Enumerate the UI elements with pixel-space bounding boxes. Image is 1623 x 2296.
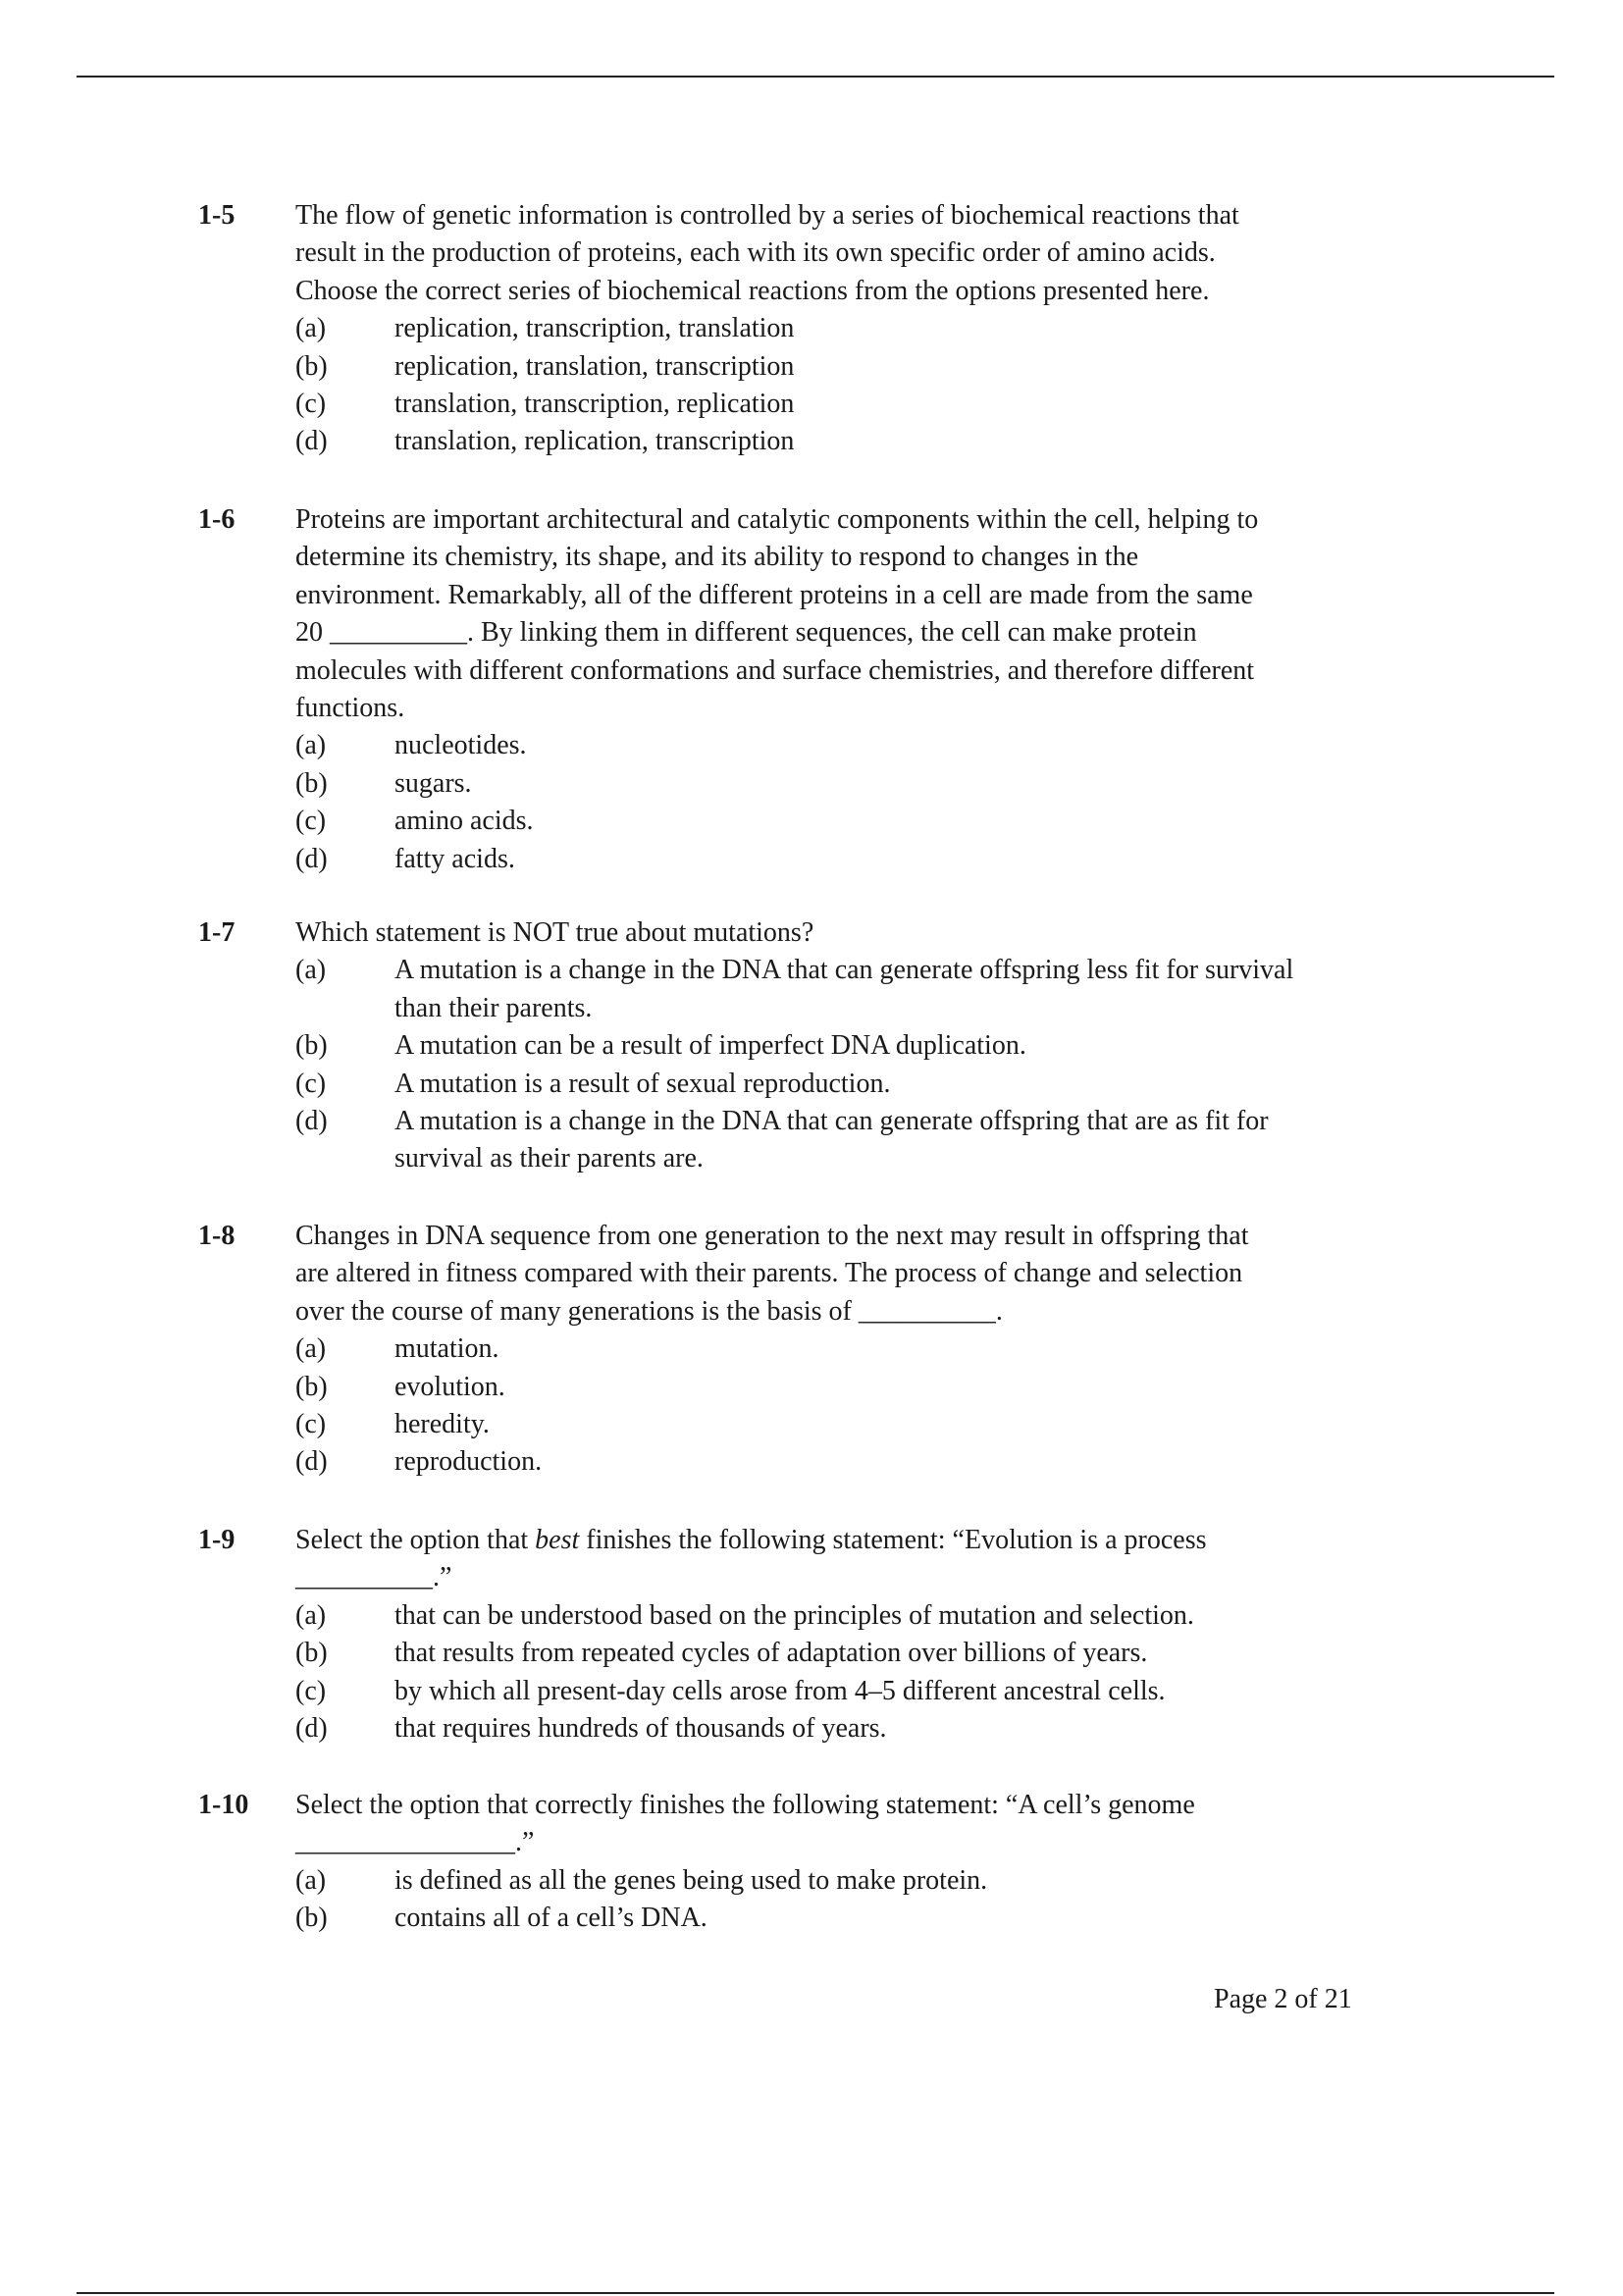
- question-stem-line: [295, 1522, 1207, 1559]
- option-label: (d): [295, 843, 328, 874]
- option-label: (b): [295, 350, 328, 382]
- question-stem-line: are altered in fitness compared with their parents. The process of change and selection: [295, 1258, 1243, 1289]
- question-number: 1-7: [198, 917, 236, 948]
- option-label: (b): [295, 1638, 328, 1669]
- option-label: (b): [295, 1371, 328, 1402]
- question-stem-line: result in the production of proteins, each with its own specific order of amino acids.: [295, 237, 1216, 269]
- option-text: than their parents.: [394, 992, 593, 1023]
- option-text: translation, transcription, replication: [394, 389, 795, 419]
- option-text: survival as their parents are.: [394, 1143, 704, 1174]
- option-text: contains all of a cell’s DNA.: [394, 1903, 707, 1934]
- top-rule: [77, 76, 1554, 78]
- option-label: (d): [295, 1713, 328, 1744]
- option-label: (a): [295, 1864, 327, 1896]
- option-label: (d): [295, 426, 328, 457]
- question-stem-line: environment. Remarkably, all of the different proteins in a cell are made from the same: [295, 579, 1253, 610]
- option-text: heredity.: [394, 1409, 490, 1439]
- bottom-rule: [77, 2292, 1554, 2294]
- option-label: (b): [295, 1030, 328, 1062]
- option-label: (c): [295, 1068, 327, 1099]
- option-text: evolution.: [394, 1371, 505, 1402]
- option-label: (a): [295, 955, 327, 986]
- option-label: (c): [295, 806, 327, 837]
- option-label: (a): [295, 313, 327, 344]
- option-text: translation, replication, transcription: [394, 426, 795, 457]
- option-text: replication, translation, transcription: [394, 350, 795, 382]
- option-text: sugars.: [394, 767, 472, 799]
- option-text: nucleotides.: [394, 730, 527, 761]
- option-text: is defined as all the genes being used to make protein.: [394, 1864, 988, 1896]
- question-stem-line: Which statement is NOT true about mutations?: [295, 917, 814, 948]
- option-text: A mutation is a change in the DNA that can generate offspring that are as fit for: [394, 1106, 1269, 1136]
- option-text: that results from repeated cycles of adaptation over billions of years.: [394, 1638, 1148, 1669]
- option-text: that requires hundreds of thousands of years.: [394, 1713, 887, 1744]
- option-label: (b): [295, 767, 328, 799]
- question-stem-line: determine its chemistry, its shape, and its ability to respond to changes in the: [295, 542, 1139, 573]
- option-text: reproduction.: [394, 1446, 543, 1478]
- question-stem-line: functions.: [295, 693, 405, 723]
- option-label: (b): [295, 1903, 328, 1934]
- question-number: 1-5: [198, 200, 236, 231]
- stem-text: Select the option that: [295, 1525, 536, 1555]
- option-label: (d): [295, 1106, 328, 1136]
- option-label: (d): [295, 1446, 328, 1478]
- question-stem-line: Choose the correct series of biochemical reactions from the options presented here.: [295, 275, 1210, 306]
- option-text: by which all present-day cells arose from 4–5 different ancestral cells.: [394, 1675, 1166, 1706]
- question-stem-line: ________________.”: [295, 1827, 535, 1858]
- option-text: amino acids.: [394, 806, 534, 837]
- option-text: that can be understood based on the principles of mutation and selection.: [394, 1599, 1194, 1631]
- option-label: (a): [295, 1599, 327, 1631]
- question-stem-line: The flow of genetic information is controlled by a series of biochemical reactions that: [295, 200, 1239, 231]
- option-label: (c): [295, 1675, 327, 1706]
- option-text: fatty acids.: [394, 843, 515, 874]
- question-stem-line: over the course of many generations is the basis of __________.: [295, 1295, 1003, 1327]
- question-number: 1-8: [198, 1221, 236, 1251]
- option-text: replication, transcription, translation: [394, 313, 795, 344]
- question-number: 1-6: [198, 504, 236, 535]
- option-text: A mutation is a change in the DNA that can generate offspring less fit for survival: [394, 955, 1294, 986]
- stem-text: finishes the following statement: “Evolution is a process: [579, 1525, 1207, 1555]
- question-stem-line: Changes in DNA sequence from one generation to the next may result in offspring that: [295, 1221, 1249, 1251]
- question-number: 1-9: [198, 1525, 236, 1555]
- option-text: mutation.: [394, 1333, 499, 1365]
- option-text: A mutation can be a result of imperfect DNA duplication.: [394, 1030, 1026, 1062]
- question-number: 1-10: [198, 1790, 249, 1820]
- option-label: (c): [295, 1409, 327, 1439]
- question-stem-line: 20 __________. By linking them in different sequences, the cell can make protein: [295, 617, 1197, 649]
- question-stem-line: Proteins are important architectural and catalytic components within the cell, helping to: [295, 504, 1259, 535]
- question-stem-line: __________.”: [295, 1562, 452, 1593]
- option-label: (a): [295, 1333, 327, 1365]
- option-label: (c): [295, 389, 327, 419]
- option-label: (a): [295, 730, 327, 761]
- question-stem-line: Select the option that correctly finishes the following statement: “A cell’s genome: [295, 1790, 1195, 1820]
- page-number: Page 2 of 21: [1214, 1984, 1352, 2014]
- question-stem-line: molecules with different conformations and surface chemistries, and therefore different: [295, 654, 1255, 686]
- stem-emphasis: best: [535, 1525, 580, 1555]
- option-text: A mutation is a result of sexual reproduction.: [394, 1068, 891, 1099]
